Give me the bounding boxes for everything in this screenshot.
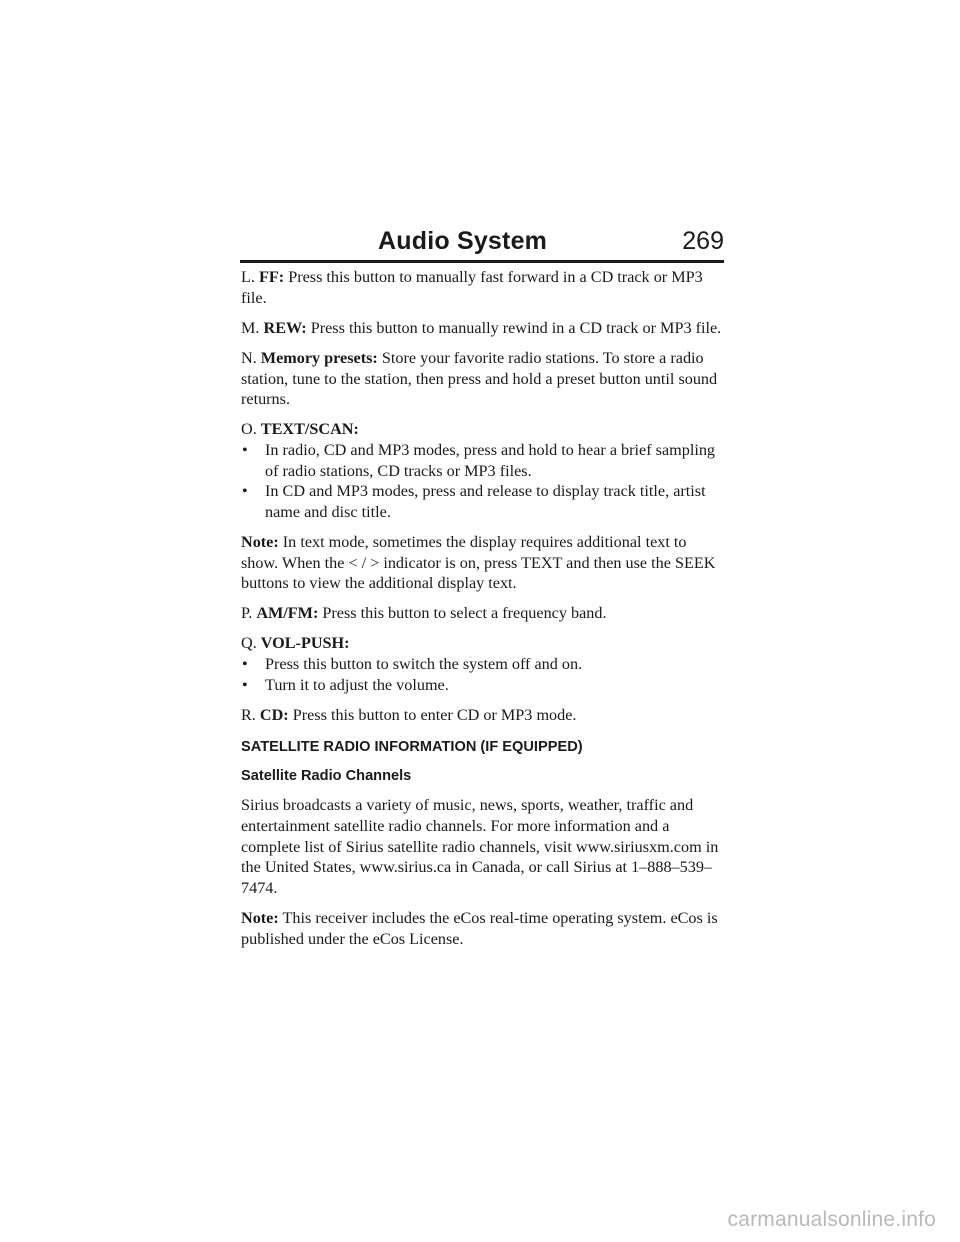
item-r <box>241 705 725 726</box>
page-header <box>240 224 724 264</box>
page-number: 269 <box>682 227 724 255</box>
item-prefix: P. <box>241 604 253 623</box>
bullet-item <box>241 481 725 522</box>
bullet-glyph: • <box>242 675 248 694</box>
item-o-bullets <box>241 440 725 522</box>
item-text: Press this button to manually rewind in a CD track or MP3 file. <box>310 318 722 337</box>
item-prefix: R. <box>241 705 256 724</box>
item-text: Press this button to select a frequency band. <box>322 604 607 623</box>
page-content <box>241 267 725 959</box>
item-prefix: M. <box>241 318 260 337</box>
item-l <box>241 267 725 308</box>
subsection-heading: Satellite Radio Channels <box>241 768 412 785</box>
item-text: Press this button to manually fast forward in a CD track or MP3 file. <box>241 268 703 307</box>
item-prefix: L. <box>241 268 255 286</box>
item-term: TEXT/SCAN: <box>260 420 359 439</box>
item-text: Press this button to enter CD or MP3 mode. <box>292 705 577 724</box>
bullet-text: Turn it to adjust the volume. <box>265 675 449 694</box>
section-heading: SATELLITE RADIO INFORMATION (IF EQUIPPED) <box>241 739 583 756</box>
bullet-text: In CD and MP3 modes, press and release to display track title, artist name and disc title. <box>265 482 706 521</box>
item-prefix: O. <box>241 420 257 439</box>
item-o <box>241 419 725 440</box>
item-q-bullets <box>241 654 725 695</box>
item-term: FF: <box>258 268 285 286</box>
item-prefix: N. <box>241 348 257 367</box>
watermark: carmanualsonline.info <box>727 1208 936 1231</box>
bullet-item <box>241 654 725 675</box>
item-q <box>241 633 725 654</box>
note-label: Note: <box>241 909 279 927</box>
section-title: Audio System <box>378 227 548 255</box>
note-text: In text mode, sometimes the display requires additional text to show. When the < / > indicator is on, press TEXT and then use the SEEK buttons to view the additional display text. <box>241 532 716 593</box>
item-term: VOL-PUSH: <box>260 634 350 653</box>
item-n <box>241 348 725 410</box>
bullet-glyph: • <box>242 482 248 501</box>
item-term: CD: <box>259 705 289 724</box>
bullet-item <box>241 675 725 696</box>
bullet-text: In radio, CD and MP3 modes, press and hold to hear a brief sampling of radio stations, CD tracks or MP3 files. <box>265 440 716 480</box>
item-term: REW: <box>263 318 307 337</box>
bullet-text: Press this button to switch the system off and on. <box>265 655 583 674</box>
item-p <box>241 603 725 624</box>
bullet-glyph: • <box>242 440 248 459</box>
header-rule <box>240 260 724 263</box>
item-prefix: Q. <box>241 634 257 653</box>
item-m <box>241 318 725 339</box>
note-text: This receiver includes the eCos real-time operating system. eCos is published under the eCos License. <box>241 909 718 948</box>
item-text: Store your favorite radio stations. To store a radio station, tune to the station, then press and hold a preset button until sound returns. <box>241 348 718 409</box>
item-term: Memory presets: <box>260 348 378 367</box>
note-ecos <box>241 908 725 949</box>
note-text-mode <box>241 532 725 594</box>
item-term: AM/FM: <box>256 604 319 623</box>
satellite-paragraph: Sirius broadcasts a variety of music, news, sports, weather, traffic and entertainment satellite radio channels. For more information and a complete list of Sirius satellite radio channels, visit www.siriusxm.com in the United States, www.sirius.ca in Canada, or call Sirius at 1–888–539–7474. <box>241 796 719 897</box>
bullet-item <box>241 440 725 481</box>
bullet-glyph: • <box>242 655 248 674</box>
note-label: Note: <box>241 532 279 551</box>
